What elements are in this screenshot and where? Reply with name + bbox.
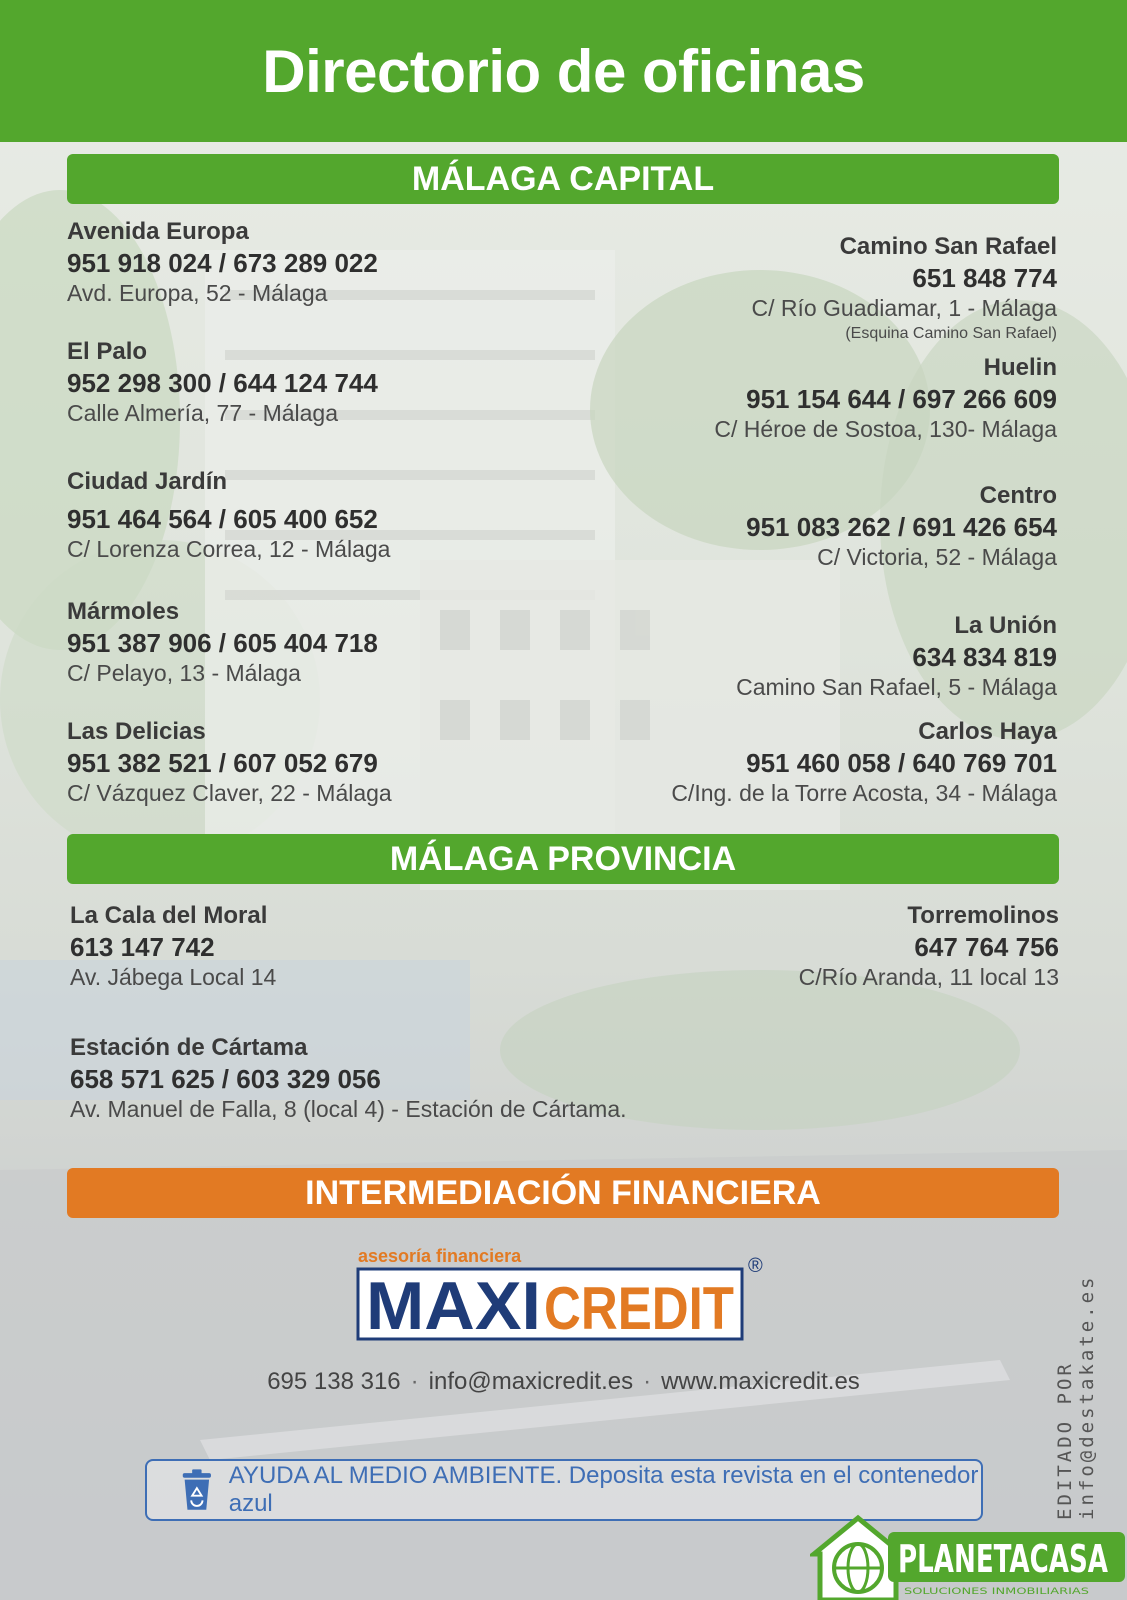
office-address: C/ Pelayo, 13 - Málaga <box>67 660 301 686</box>
office-address: C/Río Aranda, 11 local 13 <box>798 964 1059 990</box>
office-name: Avenida Europa <box>67 218 249 245</box>
maxicredit-logo <box>356 1244 776 1344</box>
section-title: INTERMEDIACIÓN FINANCIERA <box>305 1173 821 1212</box>
office-phone[interactable]: 951 382 521 / 607 052 679 <box>67 748 378 778</box>
office-las-delicias <box>67 720 392 805</box>
office-centro <box>746 484 1057 569</box>
office-phone[interactable]: 613 147 742 <box>70 932 215 962</box>
section-title: MÁLAGA CAPITAL <box>411 159 715 198</box>
office-name: Torremolinos <box>907 902 1059 929</box>
office-phone[interactable]: 951 918 024 / 673 289 022 <box>67 248 378 278</box>
office-phone[interactable]: 634 834 819 <box>912 642 1057 672</box>
office-phone[interactable]: 951 460 058 / 640 769 701 <box>746 748 1057 778</box>
contact-email[interactable]: info@maxicredit.es <box>428 1368 634 1395</box>
office-name: Camino San Rafael <box>839 233 1057 260</box>
office-address: C/ Héroe de Sostoa, 130- Málaga <box>714 416 1057 442</box>
office-name: El Palo <box>67 338 148 365</box>
logo-brand-credit: CREDIT <box>544 1275 734 1342</box>
office-phone[interactable]: 952 298 300 / 644 124 744 <box>67 368 378 398</box>
eco-notice <box>145 1459 983 1521</box>
office-camino-san-rafael <box>751 235 1057 342</box>
office-address: Avd. Europa, 52 - Málaga <box>67 280 328 306</box>
office-name: Centro <box>979 482 1057 509</box>
office-address: Av. Jábega Local 14 <box>70 964 277 990</box>
office-address: Av. Manuel de Falla, 8 (local 4) - Estación de Cártama. <box>70 1096 627 1122</box>
office-carlos-haya <box>671 720 1057 805</box>
office-avenida-europa <box>67 220 378 305</box>
editor-credit: EDITADO POR info@destakate.es <box>1054 1274 1098 1520</box>
contact-website[interactable]: www.maxicredit.es <box>661 1368 860 1395</box>
office-address: C/ Río Guadiamar, 1 - Málaga <box>751 295 1057 321</box>
eco-text: AYUDA AL MEDIO AMBIENTE. Deposita esta revista en el contenedor azul <box>228 1462 979 1517</box>
office-address: C/Ing. de la Torre Acosta, 34 - Málaga <box>671 780 1057 806</box>
office-address: C/ Lorenza Correa, 12 - Málaga <box>67 536 391 562</box>
office-name: Huelin <box>983 354 1057 381</box>
office-ciudad-jardin <box>67 470 390 561</box>
office-name: Mármoles <box>67 598 180 625</box>
office-address: Camino San Rafael, 5 - Málaga <box>736 674 1057 700</box>
office-phone[interactable]: 951 464 564 / 605 400 652 <box>67 504 378 534</box>
separator: · <box>410 1368 419 1395</box>
recycle-bin-icon <box>179 1468 215 1512</box>
section-title: MÁLAGA PROVINCIA <box>389 839 737 878</box>
office-phone[interactable]: 951 387 906 / 605 404 718 <box>67 628 378 658</box>
office-phone[interactable]: 951 154 644 / 697 266 609 <box>746 384 1057 414</box>
office-phone[interactable]: 951 083 262 / 691 426 654 <box>746 512 1057 542</box>
office-address: C/ Victoria, 52 - Málaga <box>817 544 1057 570</box>
office-estacion-de-cartama <box>70 1036 627 1121</box>
office-phone[interactable]: 658 571 625 / 603 329 056 <box>70 1064 381 1094</box>
separator: · <box>643 1368 652 1395</box>
office-la-union <box>736 614 1057 699</box>
office-phone[interactable]: 647 764 756 <box>914 932 1059 962</box>
planetacasa-subtitle: SOLUCIONES INMOBILIARIAS <box>904 1587 1090 1597</box>
maxicredit-contact <box>0 1368 1127 1396</box>
section-bar-malaga-capital <box>67 154 1059 204</box>
office-name: La Cala del Moral <box>70 902 268 929</box>
office-torremolinos <box>799 904 1059 989</box>
office-note: (Esquina Camino San Rafael) <box>845 325 1057 342</box>
office-name: Estación de Cártama <box>70 1034 308 1061</box>
office-el-palo <box>67 340 378 425</box>
office-marmoles <box>67 600 378 685</box>
logo-brand-maxi: MAXI <box>366 1268 541 1344</box>
page-header <box>0 0 1127 142</box>
office-name: La Unión <box>954 612 1057 639</box>
planetacasa-name: PLANETACASA <box>898 1537 1109 1581</box>
planetacasa-logo <box>810 1514 1127 1600</box>
office-phone[interactable]: 651 848 774 <box>912 263 1057 293</box>
section-bar-malaga-provincia <box>67 834 1059 884</box>
page-title: Directorio de oficinas <box>262 37 865 105</box>
office-address: C/ Vázquez Claver, 22 - Málaga <box>67 780 392 806</box>
registered-mark: ® <box>748 1255 763 1277</box>
contact-phone[interactable]: 695 138 316 <box>267 1368 401 1395</box>
office-name: Las Delicias <box>67 718 206 745</box>
office-address: Calle Almería, 77 - Málaga <box>67 400 339 426</box>
office-name: Ciudad Jardín <box>67 468 228 495</box>
logo-tagline: asesoría financiera <box>358 1246 522 1266</box>
office-name: Carlos Haya <box>918 718 1057 745</box>
office-la-cala-del-moral <box>70 904 276 989</box>
section-bar-intermediacion <box>67 1168 1059 1218</box>
office-huelin <box>714 356 1057 441</box>
